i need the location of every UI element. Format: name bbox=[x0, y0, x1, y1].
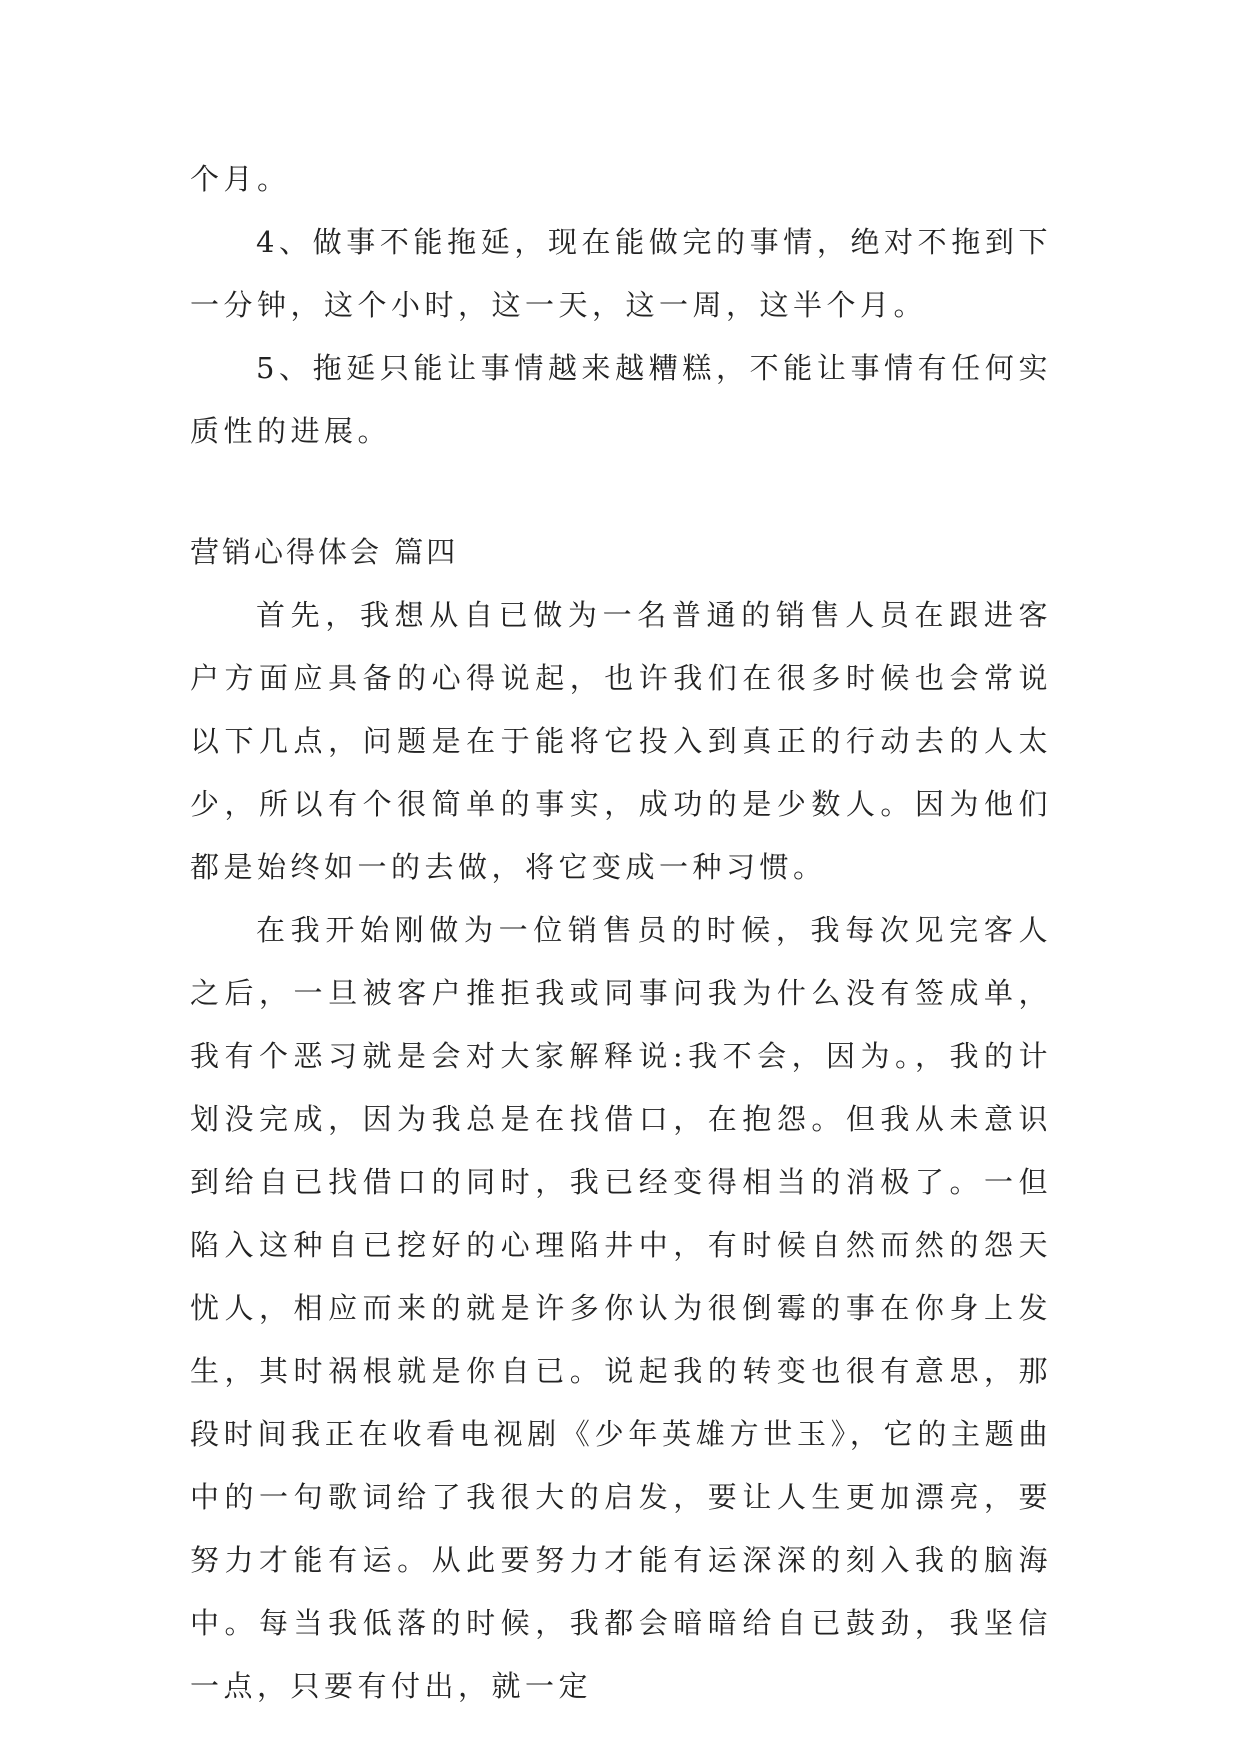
section-heading: 营销心得体会 篇四 bbox=[190, 535, 459, 569]
paragraph-item-5: 5、拖延只能让事情越来越糟糕，不能让事情有任何实质性的进展。 bbox=[190, 351, 1052, 448]
document-body bbox=[190, 148, 1052, 1718]
section-paragraph-2: 在我开始刚做为一位销售员的时候，我每次见完客人之后，一旦被客户推拒我或同事问我为什么没有签成单，我有个恶习就是会对大家解释说:我不会，因为。，我的计划没完成，因为我总是在找借口，在抱怨。但我从未意识到给自已找借口的同时，我已经变得相当的消极了。一但陷入这种自已挖好的心理陷井中，有时候自然而然的怨天忧人，相应而来的就是许多你认为很倒霉的事在你身上发生，其时祸根就是你自已。说起我的转变也很有意思，那段时间我正在收看电视剧《少年英雄方世玉》，它的主题曲中的一句歌词给了我很大的启发，要让人生更加漂亮，要努力才能有运。从此要努力才能有运深深的刻入我的脑海中。每当我低落的时候，我都会暗暗给自已鼓劲，我坚信一点，只要有付出，就一定 bbox=[190, 913, 1052, 1703]
section-paragraph-1: 首先，我想从自已做为一名普通的销售人员在跟进客户方面应具备的心得说起，也许我们在很多时候也会常说以下几点，问题是在于能将它投入到真正的行动去的人太少，所以有个很简单的事实，成功的是少数人。因为他们都是始终如一的去做，将它变成一种习惯。 bbox=[190, 598, 1052, 884]
paragraph-continuation: 个月。 bbox=[190, 162, 291, 196]
paragraph-item-4: 4、做事不能拖延，现在能做完的事情，绝对不拖到下一分钟，这个小时，这一天，这一周，这半个月。 bbox=[190, 225, 1052, 322]
